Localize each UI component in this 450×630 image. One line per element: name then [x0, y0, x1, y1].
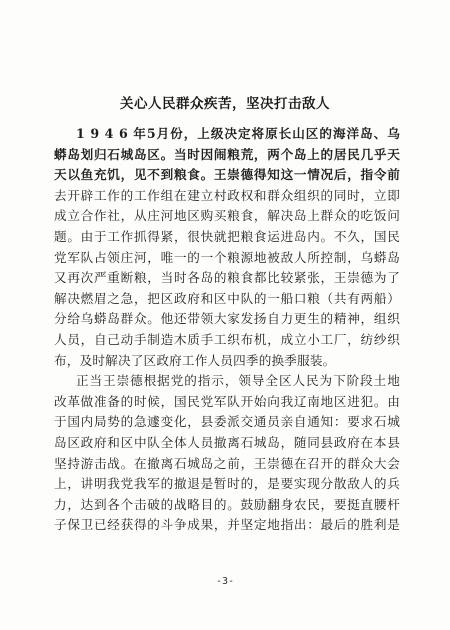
text-line: 布，及时解决了区政府工作人员四季的换季服装。: [54, 352, 336, 368]
text-line: 解决燃眉之急，把区政府和区中队的一船口粮（共有两船）: [54, 290, 400, 306]
body-text: [54, 124, 400, 536]
paragraph-2: [54, 371, 400, 536]
text-line: 正当王崇德根据党的指示，领导全区人民为下阶段土地: [76, 373, 400, 389]
text-line: 于国内局势的急遽变化，县委派交通员亲自通知：要求石城: [54, 414, 400, 430]
text-line: 党军队占领庄河，唯一的一个粮源地被敌人所控制，乌蟒岛: [54, 249, 400, 265]
text-line: 力，达到各个击破的战略目的。鼓励翻身农民，要挺直腰杆: [54, 496, 400, 512]
text-line: 岛区政府和区中队全体人员撤离石城岛，随同县政府在本县: [54, 434, 400, 450]
text-line: 人员，自己动手制造木质手工织布机，成立小工厂，纺纱织: [54, 331, 400, 347]
text-line: 天以鱼充饥，见不到粮食。王崇德得知这一情况后，指令前: [54, 167, 400, 183]
text-line: 改革做准备的时候，国民党军队开始向我辽南地区进犯。由: [54, 393, 400, 409]
text-line: 分给乌蟒岛群众。他还带领大家发扬自力更生的精神，组织: [54, 311, 400, 327]
text-line: 1 9 4 6 年5月份，上级决定将原长山区的海洋岛、乌: [76, 126, 400, 141]
text-line: 子保卫已经获得的斗争成果，并坚定地指出：最后的胜利是: [54, 517, 400, 533]
text-line: 坚持游击战。在撤离石城岛之前，王崇德在召开的群众大会: [54, 455, 400, 471]
text-line: 题。由于工作抓得紧，很快就把粮食运进岛内。不久，国民: [54, 228, 400, 244]
text-line: 蟒岛划归石城岛区。当时因闹粮荒，两个岛上的居民几乎天: [54, 146, 400, 162]
text-line: 又再次严重断粮，当时各岛的粮食都比较紧张，王崇德为了: [54, 270, 400, 286]
document-title: 关心人民群众疾苦，坚决打击敌人: [120, 96, 330, 112]
text-line: 去开辟工作的工作组在建立村政权和群众组织的同时，立即: [54, 187, 400, 203]
text-line: 成立合作社，从庄河地区购买粮食，解决岛上群众的吃饭问: [54, 208, 400, 224]
paragraph-1: [54, 124, 400, 371]
text-line: 上，讲明我党我军的撤退是暂时的，是要实现分散敌人的兵: [54, 476, 400, 492]
page-number: -3-: [215, 576, 235, 587]
